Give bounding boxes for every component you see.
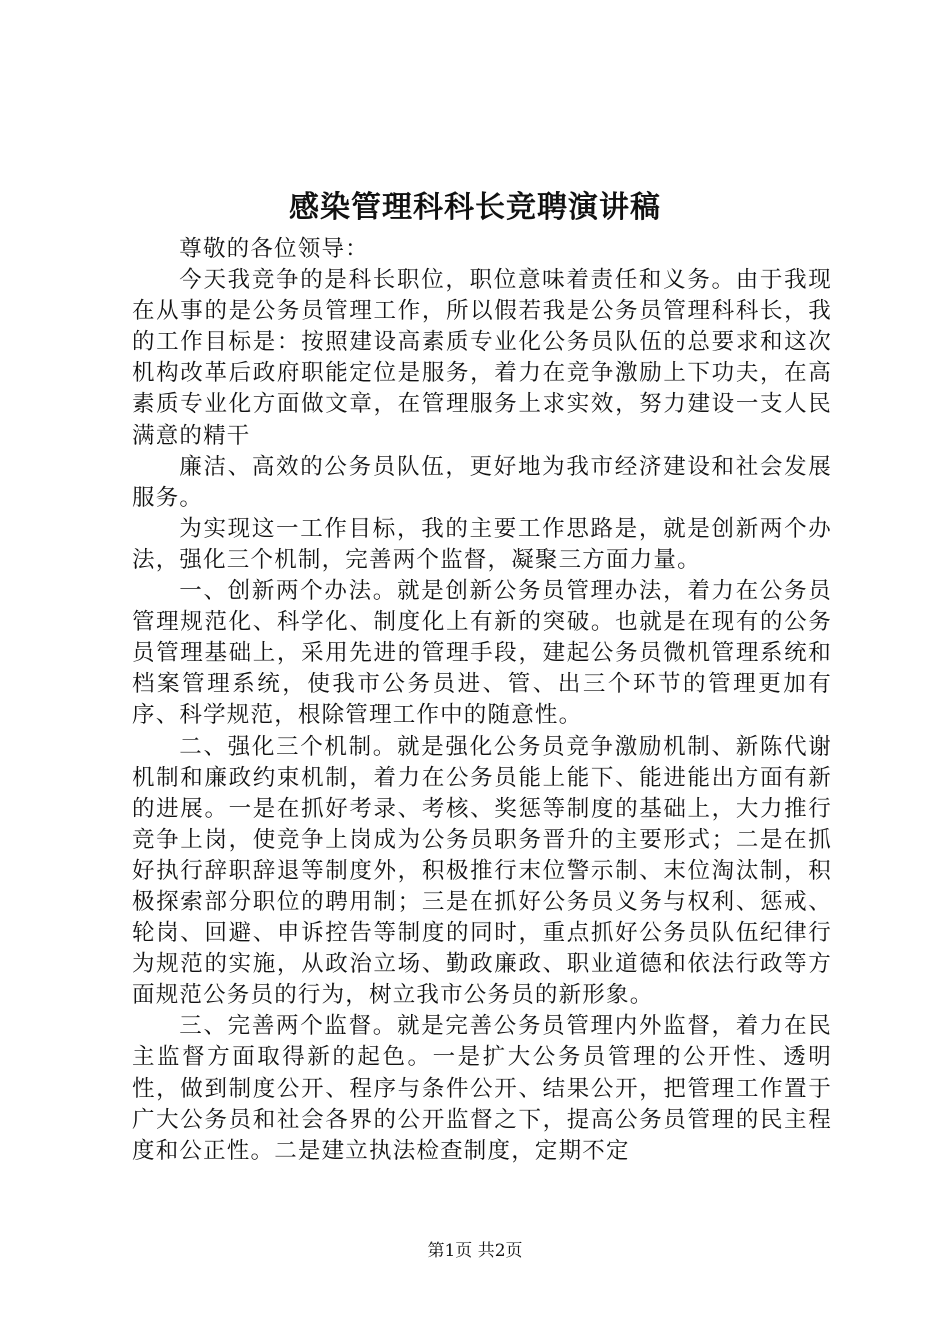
body-paragraph-1: 今天我竞争的是科长职位，职位意味着责任和义务。由于我现在从事的是公务员管理工作，所以假若我是公务员管理科科长，我的工作目标是：按照建设高素质专业化公务员队伍的总要求和这次机构改革后政府职能定位是服务，着力在竞争激励上下功夫，在高素质专业化方面做文章，在管理服务上求实效，努力建设一支人民满意的精干 [132,267,832,449]
body-paragraph-4: 一、创新两个办法。就是创新公务员管理办法，着力在公务员管理规范化、科学化、制度化上有新的突破。也就是在现有的公务员管理基础上，采用先进的管理手段，建起公务员微机管理系统和档案管理系统，使我市公务员进、管、出三个环节的管理更加有序、科学规范，根除管理工作中的随意性。 [132,578,832,729]
body-paragraph-2: 廉洁、高效的公务员队伍，更好地为我市经济建设和社会发展服务。 [132,453,832,511]
body-paragraph-3: 为实现这一工作目标，我的主要工作思路是，就是创新两个办法，强化三个机制，完善两个监督，凝聚三方面力量。 [132,515,832,573]
page-number-footer: 第1页 共2页 [427,1241,523,1261]
body-paragraph-6: 三、完善两个监督。就是完善公务员管理内外监督，着力在民主监督方面取得新的起色。一是扩大公务员管理的公开性、透明性，做到制度公开、程序与条件公开、结果公开，把管理工作置于广大公务员和社会各界的公开监督之下，提高公务员管理的民主程度和公正性。二是建立执法检查制度，定期不定 [132,1013,832,1164]
body-paragraph-5: 二、强化三个机制。就是强化公务员竞争激励机制、新陈代谢机制和廉政约束机制，着力在公务员能上能下、能进能出方面有新的进展。一是在抓好考录、考核、奖惩等制度的基础上，大力推行竞争上岗，使竞争上岗成为公务员职务晋升的主要形式；二是在抓好执行辞职辞退等制度外，积极推行末位警示制、末位淘汰制，积极探索部分职位的聘用制；三是在抓好公务员义务与权利、惩戒、轮岗、回避、申诉控告等制度的同时，重点抓好公务员队伍纪律行为规范的实施，从政治立场、勤政廉政、职业道德和依法行政等方面规范公务员的行为，树立我市公务员的新形象。 [132,733,832,1009]
document-title: 感染管理科科长竞聘演讲稿 [289,190,661,225]
document-body [132,234,832,1167]
salutation-paragraph: 尊敬的各位领导： [179,236,369,262]
